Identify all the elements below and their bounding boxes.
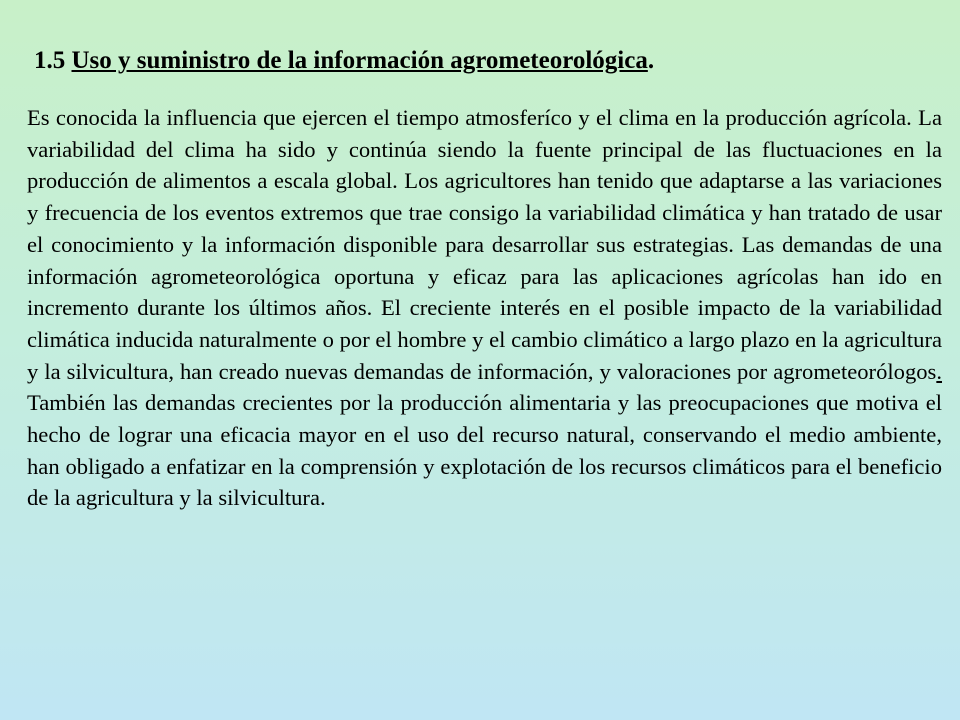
paragraph-part-2: También las demandas crecientes por la producción alimentaria y las preocupaciones que motiva el hecho de lograr una eficacia mayor en el uso del recurso natural, conservando el medio ambiente, han obligado a enfatizar en la comprensión y explotación de los recursos climáticos para el beneficio de la agricultura y la silvicultura. [27,390,942,511]
underlined-period: . [936,358,942,384]
body-paragraph [27,102,942,514]
title-trailing-period: . [647,47,655,74]
slide-title [34,44,654,78]
title-text: Uso y suministro de la información agrometeorológica [71,47,648,74]
paragraph-part-1: Es conocida la influencia que ejercen el tiempo atmosferíco y el clima en la producción agrícola. La variabilidad del clima ha sido y continúa siendo la fuente principal de las fluctuaciones en la producción de alimentos a escala global. Los agricultores han tenido que adaptarse a las variaciones y frecuencia de los eventos extremos que trae consigo la variabilidad climática y han tratado de usar el conocimiento y la información disponible para desarrollar sus estrategias. Las demandas de una información agrometeorológica oportuna y eficaz para las aplicaciones agrícolas han ido en incremento durante los últimos años. El creciente interés en el posible impacto de la variabilidad climática inducida naturalmente o por el hombre y el cambio climático a largo plazo en la agricultura y la silvicultura, han creado nuevas demandas de información, y valoraciones por agrometeorólogos [27,105,942,384]
title-number: 1.5 [34,47,72,74]
